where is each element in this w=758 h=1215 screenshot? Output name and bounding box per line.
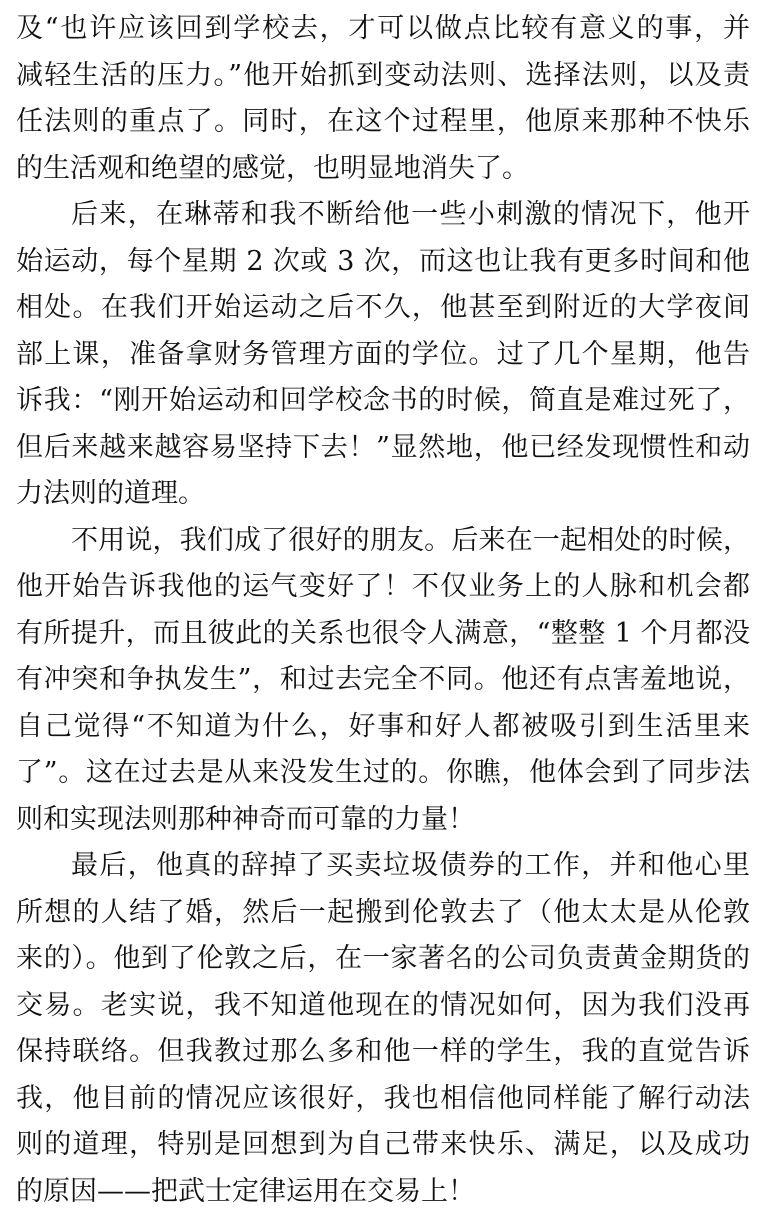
text-line: 最后，他真的辞掉了买卖垃圾债券的工作，并和他心里 — [16, 843, 750, 890]
text-line: 的原因——把武士定律运用在交易上！ — [16, 1169, 750, 1215]
text-line: 有所提升，而且彼此的关系也很令人满意，“整整 1 个月都没 — [16, 611, 750, 658]
text-line: 诉我：“刚开始运动和回学校念书的时候，简直是难过死了， — [16, 378, 750, 425]
paragraph-3 — [16, 518, 750, 844]
text-line: 则和实现法则那种神奇而可靠的力量！ — [16, 797, 750, 844]
text-line: 始运动，每个星期 2 次或 3 次，而这也让我有更多时间和他 — [16, 239, 750, 286]
text-line: 部上课，准备拿财务管理方面的学位。过了几个星期，他告 — [16, 332, 750, 379]
text-line: 相处。在我们开始运动之后不久，他甚至到附近的大学夜间 — [16, 285, 750, 332]
paragraph-1 — [16, 6, 750, 192]
text-line: 我，他目前的情况应该很好，我也相信他同样能了解行动法 — [16, 1076, 750, 1123]
text-line: 任法则的重点了。同时，在这个过程里，他原来那种不快乐 — [16, 99, 750, 146]
text-line: 但后来越来越容易坚持下去！”显然地，他已经发现惯性和动 — [16, 425, 750, 472]
text-line: 自己觉得“不知道为什么，好事和好人都被吸引到生活里来 — [16, 704, 750, 751]
text-line: 则的道理，特别是回想到为自己带来快乐、满足，以及成功 — [16, 1122, 750, 1169]
text-line: 力法则的道理。 — [16, 471, 750, 518]
text-line: 他开始告诉我他的运气变好了！不仅业务上的人脉和机会都 — [16, 564, 750, 611]
text-line: 减轻生活的压力。”他开始抓到变动法则、选择法则，以及责 — [16, 53, 750, 100]
text-line: 后来，在琳蒂和我不断给他一些小刺激的情况下，他开 — [16, 192, 750, 239]
text-line: 保持联络。但我教过那么多和他一样的学生，我的直觉告诉 — [16, 1029, 750, 1076]
text-line: 所想的人结了婚，然后一起搬到伦敦去了（他太太是从伦敦 — [16, 890, 750, 937]
text-line: 来的）。他到了伦敦之后，在一家著名的公司负责黄金期货的 — [16, 936, 750, 983]
paragraph-2 — [16, 192, 750, 518]
paragraph-4 — [16, 843, 750, 1215]
text-line: 有冲突和争执发生”，和过去完全不同。他还有点害羞地说， — [16, 657, 750, 704]
text-line: 不用说，我们成了很好的朋友。后来在一起相处的时候， — [16, 518, 750, 565]
text-line: 了”。这在过去是从来没发生过的。你瞧，他体会到了同步法 — [16, 750, 750, 797]
text-line: 交易。老实说，我不知道他现在的情况如何，因为我们没再 — [16, 983, 750, 1030]
text-line: 及“也许应该回到学校去，才可以做点比较有意义的事，并 — [16, 6, 750, 53]
text-line: 的生活观和绝望的感觉，也明显地消失了。 — [16, 146, 750, 193]
